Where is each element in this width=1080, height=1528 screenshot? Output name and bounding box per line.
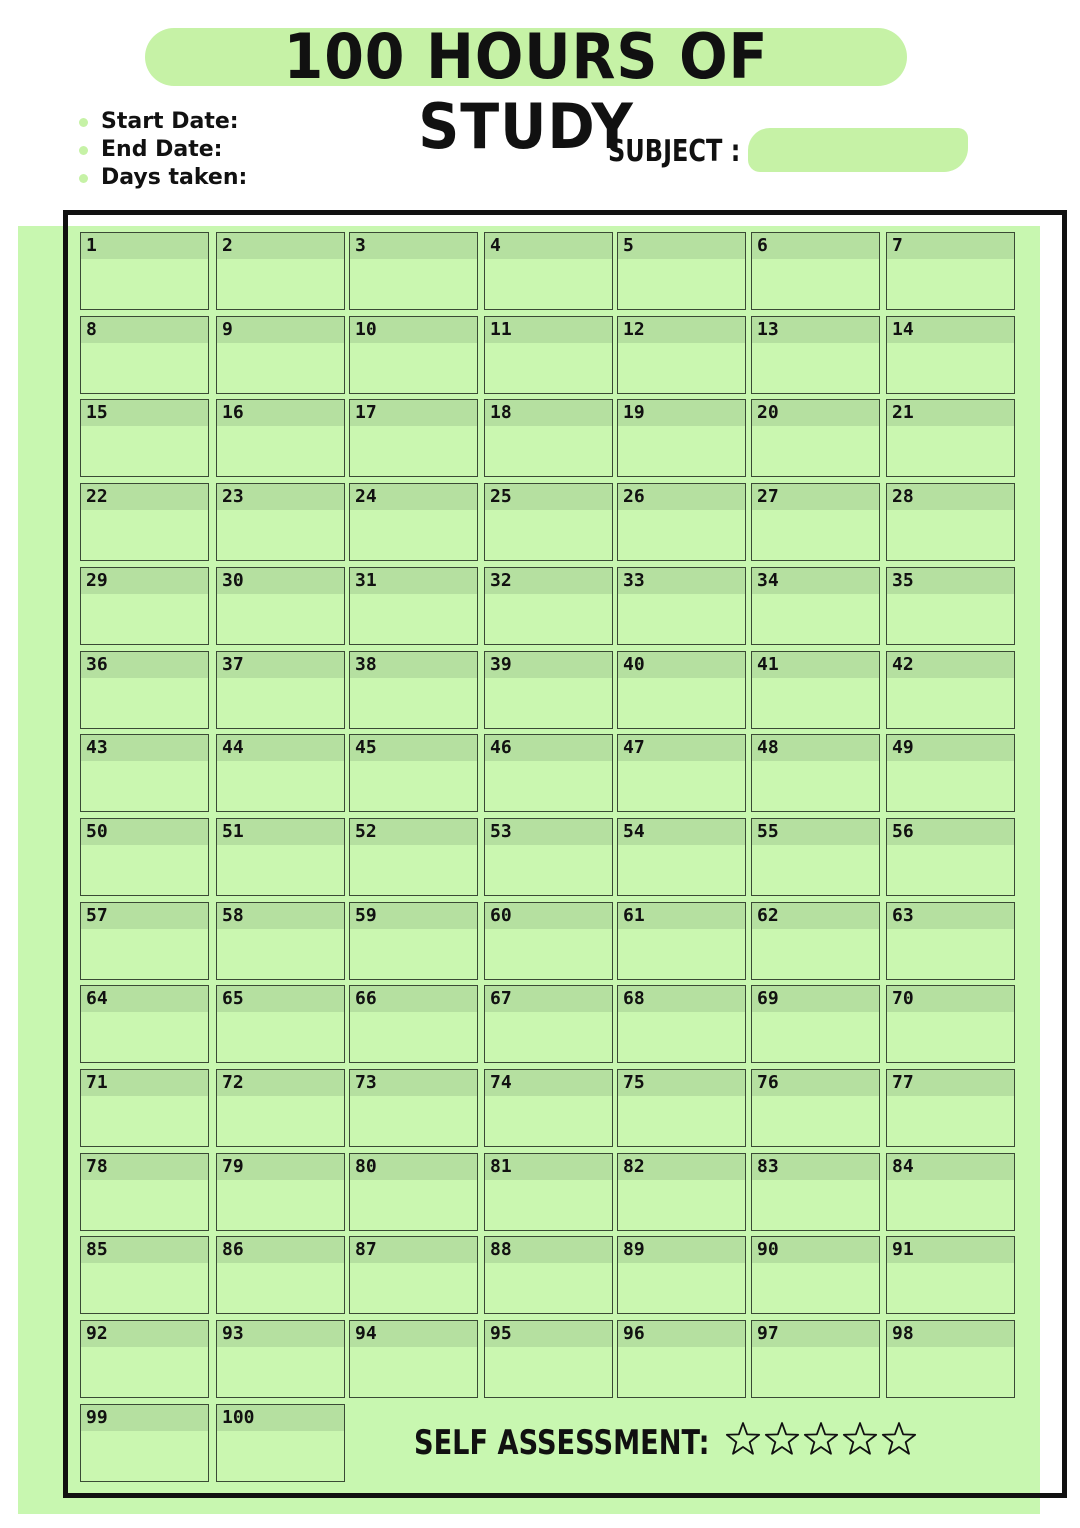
hour-cell[interactable] xyxy=(886,985,1015,1063)
hour-cell[interactable] xyxy=(484,902,613,980)
hour-cell-number: 78 xyxy=(86,1156,108,1177)
meta-days-taken-label: Days taken: xyxy=(101,165,248,190)
hour-cell-number: 33 xyxy=(623,570,645,591)
hour-cell-number: 24 xyxy=(355,486,377,507)
hour-cell[interactable] xyxy=(484,651,613,729)
hour-cell-number: 38 xyxy=(355,654,377,675)
hour-cell[interactable] xyxy=(751,651,880,729)
hour-cell-number: 97 xyxy=(757,1323,779,1344)
hour-cell[interactable] xyxy=(484,1153,613,1231)
hour-cell-number: 74 xyxy=(490,1072,512,1093)
hour-cell-number: 49 xyxy=(892,737,914,758)
self-assessment-label: SELF ASSESSMENT: xyxy=(414,1423,710,1463)
hour-cell[interactable] xyxy=(349,316,478,394)
hour-cell-number: 89 xyxy=(623,1239,645,1260)
hour-cell[interactable] xyxy=(216,734,345,812)
hour-cell-number: 26 xyxy=(623,486,645,507)
hour-cell-number: 45 xyxy=(355,737,377,758)
meta-start-date-label: Start Date: xyxy=(101,109,239,134)
hour-cell[interactable] xyxy=(349,1320,478,1398)
hour-cell[interactable] xyxy=(216,1153,345,1231)
hour-cell-number: 41 xyxy=(757,654,779,675)
page-title: 100 HOURS OF STUDY xyxy=(283,20,769,163)
hour-cell-number: 84 xyxy=(892,1156,914,1177)
hour-cell-header xyxy=(217,233,344,259)
hour-cell-number: 90 xyxy=(757,1239,779,1260)
hour-cell-number: 19 xyxy=(623,402,645,423)
hour-cell-number: 9 xyxy=(222,319,233,340)
hour-cell[interactable] xyxy=(216,483,345,561)
hour-cell-number: 85 xyxy=(86,1239,108,1260)
hour-cell[interactable] xyxy=(216,1069,345,1147)
hour-cell[interactable] xyxy=(349,1153,478,1231)
hour-cell-number: 18 xyxy=(490,402,512,423)
hour-cell[interactable] xyxy=(751,567,880,645)
hour-cell[interactable] xyxy=(484,232,613,310)
hour-cell[interactable] xyxy=(617,567,746,645)
hour-cell-header xyxy=(752,233,879,259)
hour-cell-number: 14 xyxy=(892,319,914,340)
hour-cell[interactable] xyxy=(886,1320,1015,1398)
hour-cell-number: 63 xyxy=(892,905,914,926)
hour-cell-number: 77 xyxy=(892,1072,914,1093)
hour-cell[interactable] xyxy=(216,316,345,394)
hour-cell-number: 27 xyxy=(757,486,779,507)
hour-cell[interactable] xyxy=(80,483,209,561)
hour-cell-number: 86 xyxy=(222,1239,244,1260)
hour-cell[interactable] xyxy=(80,818,209,896)
hour-cell-number: 58 xyxy=(222,905,244,926)
hour-cell-number: 17 xyxy=(355,402,377,423)
hour-cell-number: 100 xyxy=(222,1407,255,1428)
hour-cell[interactable] xyxy=(484,483,613,561)
hour-cell-number: 40 xyxy=(623,654,645,675)
hour-cell[interactable] xyxy=(484,818,613,896)
hour-cell-number: 52 xyxy=(355,821,377,842)
hour-cell-number: 5 xyxy=(623,235,634,256)
hour-cell-number: 88 xyxy=(490,1239,512,1260)
hour-cell-number: 91 xyxy=(892,1239,914,1260)
hour-cell[interactable] xyxy=(216,232,345,310)
meta-end-date-label: End Date: xyxy=(101,137,223,162)
hour-cell[interactable] xyxy=(484,399,613,477)
hour-cell-number: 68 xyxy=(623,988,645,1009)
hour-cell-number: 93 xyxy=(222,1323,244,1344)
hour-cell-number: 13 xyxy=(757,319,779,340)
hour-cell[interactable] xyxy=(484,316,613,394)
hour-cell-number: 56 xyxy=(892,821,914,842)
hour-cell[interactable] xyxy=(349,399,478,477)
hour-cell-number: 31 xyxy=(355,570,377,591)
hour-cell-number: 16 xyxy=(222,402,244,423)
hour-cell-number: 25 xyxy=(490,486,512,507)
hour-cell[interactable] xyxy=(751,902,880,980)
hour-cell[interactable] xyxy=(617,651,746,729)
hour-cell[interactable] xyxy=(80,399,209,477)
hour-cell-number: 28 xyxy=(892,486,914,507)
hour-cell-number: 96 xyxy=(623,1323,645,1344)
hour-cell[interactable] xyxy=(751,818,880,896)
hour-cell[interactable] xyxy=(484,567,613,645)
hour-cell[interactable] xyxy=(484,1069,613,1147)
hour-cell-number: 59 xyxy=(355,905,377,926)
hour-cell[interactable] xyxy=(751,734,880,812)
hour-cell-number: 23 xyxy=(222,486,244,507)
hour-cell-number: 15 xyxy=(86,402,108,423)
hour-cell[interactable] xyxy=(751,1320,880,1398)
hour-cell-number: 10 xyxy=(355,319,377,340)
hour-cell[interactable] xyxy=(80,985,209,1063)
hour-cell-header xyxy=(350,233,477,259)
hour-cell[interactable] xyxy=(349,985,478,1063)
hour-cell[interactable] xyxy=(617,1320,746,1398)
hour-cell-number: 7 xyxy=(892,235,903,256)
hour-cell-number: 48 xyxy=(757,737,779,758)
hour-cell[interactable] xyxy=(80,1236,209,1314)
hour-cell[interactable] xyxy=(886,651,1015,729)
hour-cell[interactable] xyxy=(349,734,478,812)
hour-cell-number: 66 xyxy=(355,988,377,1009)
hour-cell[interactable] xyxy=(216,1404,345,1482)
hour-cell-number: 81 xyxy=(490,1156,512,1177)
hour-cell-number: 43 xyxy=(86,737,108,758)
hour-cell-number: 99 xyxy=(86,1407,108,1428)
hour-cell-number: 34 xyxy=(757,570,779,591)
hour-cell[interactable] xyxy=(216,567,345,645)
hour-cell-number: 46 xyxy=(490,737,512,758)
hour-cell-number: 71 xyxy=(86,1072,108,1093)
hour-cell-number: 72 xyxy=(222,1072,244,1093)
hour-cell[interactable] xyxy=(216,651,345,729)
hour-cell-number: 1 xyxy=(86,235,97,256)
hour-cell-number: 47 xyxy=(623,737,645,758)
hour-cell-number: 65 xyxy=(222,988,244,1009)
hour-cell[interactable] xyxy=(751,1069,880,1147)
hour-cell[interactable] xyxy=(617,1069,746,1147)
hour-cell[interactable] xyxy=(886,567,1015,645)
hour-cell-header xyxy=(485,233,612,259)
hour-cell[interactable] xyxy=(216,985,345,1063)
hour-cell-number: 67 xyxy=(490,988,512,1009)
hour-cell[interactable] xyxy=(751,399,880,477)
hour-cell-header xyxy=(217,317,344,343)
hour-cell-number: 42 xyxy=(892,654,914,675)
hour-cell[interactable] xyxy=(216,1236,345,1314)
hour-cell-number: 79 xyxy=(222,1156,244,1177)
hour-cell-number: 87 xyxy=(355,1239,377,1260)
hour-cell[interactable] xyxy=(484,734,613,812)
hour-cell[interactable] xyxy=(617,1236,746,1314)
hour-cell-number: 60 xyxy=(490,905,512,926)
hour-cell-number: 76 xyxy=(757,1072,779,1093)
hour-cell[interactable] xyxy=(80,567,209,645)
star-icon[interactable] xyxy=(880,1420,918,1458)
hour-cell[interactable] xyxy=(886,1069,1015,1147)
hour-cell[interactable] xyxy=(349,818,478,896)
hour-cell[interactable] xyxy=(617,734,746,812)
hour-cell[interactable] xyxy=(216,818,345,896)
hour-cell[interactable] xyxy=(886,818,1015,896)
hour-cell-number: 94 xyxy=(355,1323,377,1344)
hour-cell[interactable] xyxy=(349,1236,478,1314)
hour-cell[interactable] xyxy=(886,734,1015,812)
hour-cell[interactable] xyxy=(349,232,478,310)
hour-cell-number: 57 xyxy=(86,905,108,926)
hour-cell[interactable] xyxy=(349,902,478,980)
hour-cell-number: 21 xyxy=(892,402,914,423)
hour-cell[interactable] xyxy=(80,1320,209,1398)
hour-cell-header xyxy=(618,233,745,259)
hour-cell[interactable] xyxy=(216,399,345,477)
hour-cell-number: 50 xyxy=(86,821,108,842)
star-icon[interactable] xyxy=(841,1420,879,1458)
hour-cell-number: 98 xyxy=(892,1323,914,1344)
hour-cell-number: 95 xyxy=(490,1323,512,1344)
hour-cell-number: 30 xyxy=(222,570,244,591)
hour-cell-number: 75 xyxy=(623,1072,645,1093)
hour-cell-number: 73 xyxy=(355,1072,377,1093)
hour-cell[interactable] xyxy=(80,1153,209,1231)
hour-cell-number: 62 xyxy=(757,905,779,926)
hour-cell-header xyxy=(81,317,208,343)
hour-cell[interactable] xyxy=(216,902,345,980)
hour-cell[interactable] xyxy=(751,232,880,310)
hour-cell[interactable] xyxy=(886,1153,1015,1231)
hour-cell-number: 44 xyxy=(222,737,244,758)
hour-cell-header xyxy=(81,233,208,259)
hour-cell[interactable] xyxy=(216,1320,345,1398)
hour-cell-number: 55 xyxy=(757,821,779,842)
hour-cell-number: 22 xyxy=(86,486,108,507)
hour-cell[interactable] xyxy=(751,985,880,1063)
hour-cell-number: 35 xyxy=(892,570,914,591)
hour-cell[interactable] xyxy=(751,316,880,394)
hour-cell-number: 32 xyxy=(490,570,512,591)
hour-cell-number: 70 xyxy=(892,988,914,1009)
hour-cell[interactable] xyxy=(617,985,746,1063)
hour-cell-number: 69 xyxy=(757,988,779,1009)
hour-cell[interactable] xyxy=(617,818,746,896)
hour-cell[interactable] xyxy=(80,651,209,729)
hour-cell[interactable] xyxy=(886,902,1015,980)
hour-cell[interactable] xyxy=(617,483,746,561)
hour-cell-number: 4 xyxy=(490,235,501,256)
hour-cell-number: 51 xyxy=(222,821,244,842)
hour-cell[interactable] xyxy=(349,483,478,561)
hour-cell[interactable] xyxy=(80,1069,209,1147)
hour-cell[interactable] xyxy=(617,902,746,980)
hour-cell[interactable] xyxy=(484,985,613,1063)
hour-cell[interactable] xyxy=(886,483,1015,561)
star-icon[interactable] xyxy=(802,1420,840,1458)
hour-cell-number: 39 xyxy=(490,654,512,675)
hour-cell-number: 64 xyxy=(86,988,108,1009)
hour-cell-number: 82 xyxy=(623,1156,645,1177)
hour-cell[interactable] xyxy=(484,1236,613,1314)
hour-cell[interactable] xyxy=(751,1236,880,1314)
hour-cell-number: 3 xyxy=(355,235,366,256)
hour-cell-number: 12 xyxy=(623,319,645,340)
hour-cell[interactable] xyxy=(349,1069,478,1147)
hour-cell[interactable] xyxy=(886,316,1015,394)
hour-cell-number: 80 xyxy=(355,1156,377,1177)
hour-cell[interactable] xyxy=(617,399,746,477)
hour-cell[interactable] xyxy=(617,232,746,310)
star-icon[interactable] xyxy=(763,1420,801,1458)
hour-cell-number: 2 xyxy=(222,235,233,256)
hour-cell-number: 36 xyxy=(86,654,108,675)
hour-cell[interactable] xyxy=(80,1404,209,1482)
hour-cell[interactable] xyxy=(751,483,880,561)
hour-cell[interactable] xyxy=(617,316,746,394)
hour-cell[interactable] xyxy=(80,232,209,310)
hour-cell[interactable] xyxy=(886,399,1015,477)
hour-cell-number: 83 xyxy=(757,1156,779,1177)
hour-cell-number: 53 xyxy=(490,821,512,842)
subject-label: SUBJECT : xyxy=(608,134,741,169)
hour-cell-number: 61 xyxy=(623,905,645,926)
hour-cell[interactable] xyxy=(80,902,209,980)
hour-cell-number: 37 xyxy=(222,654,244,675)
hour-cell[interactable] xyxy=(886,232,1015,310)
hour-cell-number: 92 xyxy=(86,1323,108,1344)
hour-cell[interactable] xyxy=(484,1320,613,1398)
hour-cell-number: 6 xyxy=(757,235,768,256)
hour-cell[interactable] xyxy=(886,1236,1015,1314)
hour-cell-number: 20 xyxy=(757,402,779,423)
hour-cell-number: 11 xyxy=(490,319,512,340)
hour-cell[interactable] xyxy=(349,567,478,645)
hour-cell-header xyxy=(887,233,1014,259)
hour-cell-number: 8 xyxy=(86,319,97,340)
hour-cell[interactable] xyxy=(617,1153,746,1231)
hour-cell[interactable] xyxy=(80,316,209,394)
hour-cell-number: 54 xyxy=(623,821,645,842)
star-icon[interactable] xyxy=(724,1420,762,1458)
hour-cell[interactable] xyxy=(80,734,209,812)
hour-cell[interactable] xyxy=(349,651,478,729)
hour-cell-number: 29 xyxy=(86,570,108,591)
hour-cell[interactable] xyxy=(751,1153,880,1231)
